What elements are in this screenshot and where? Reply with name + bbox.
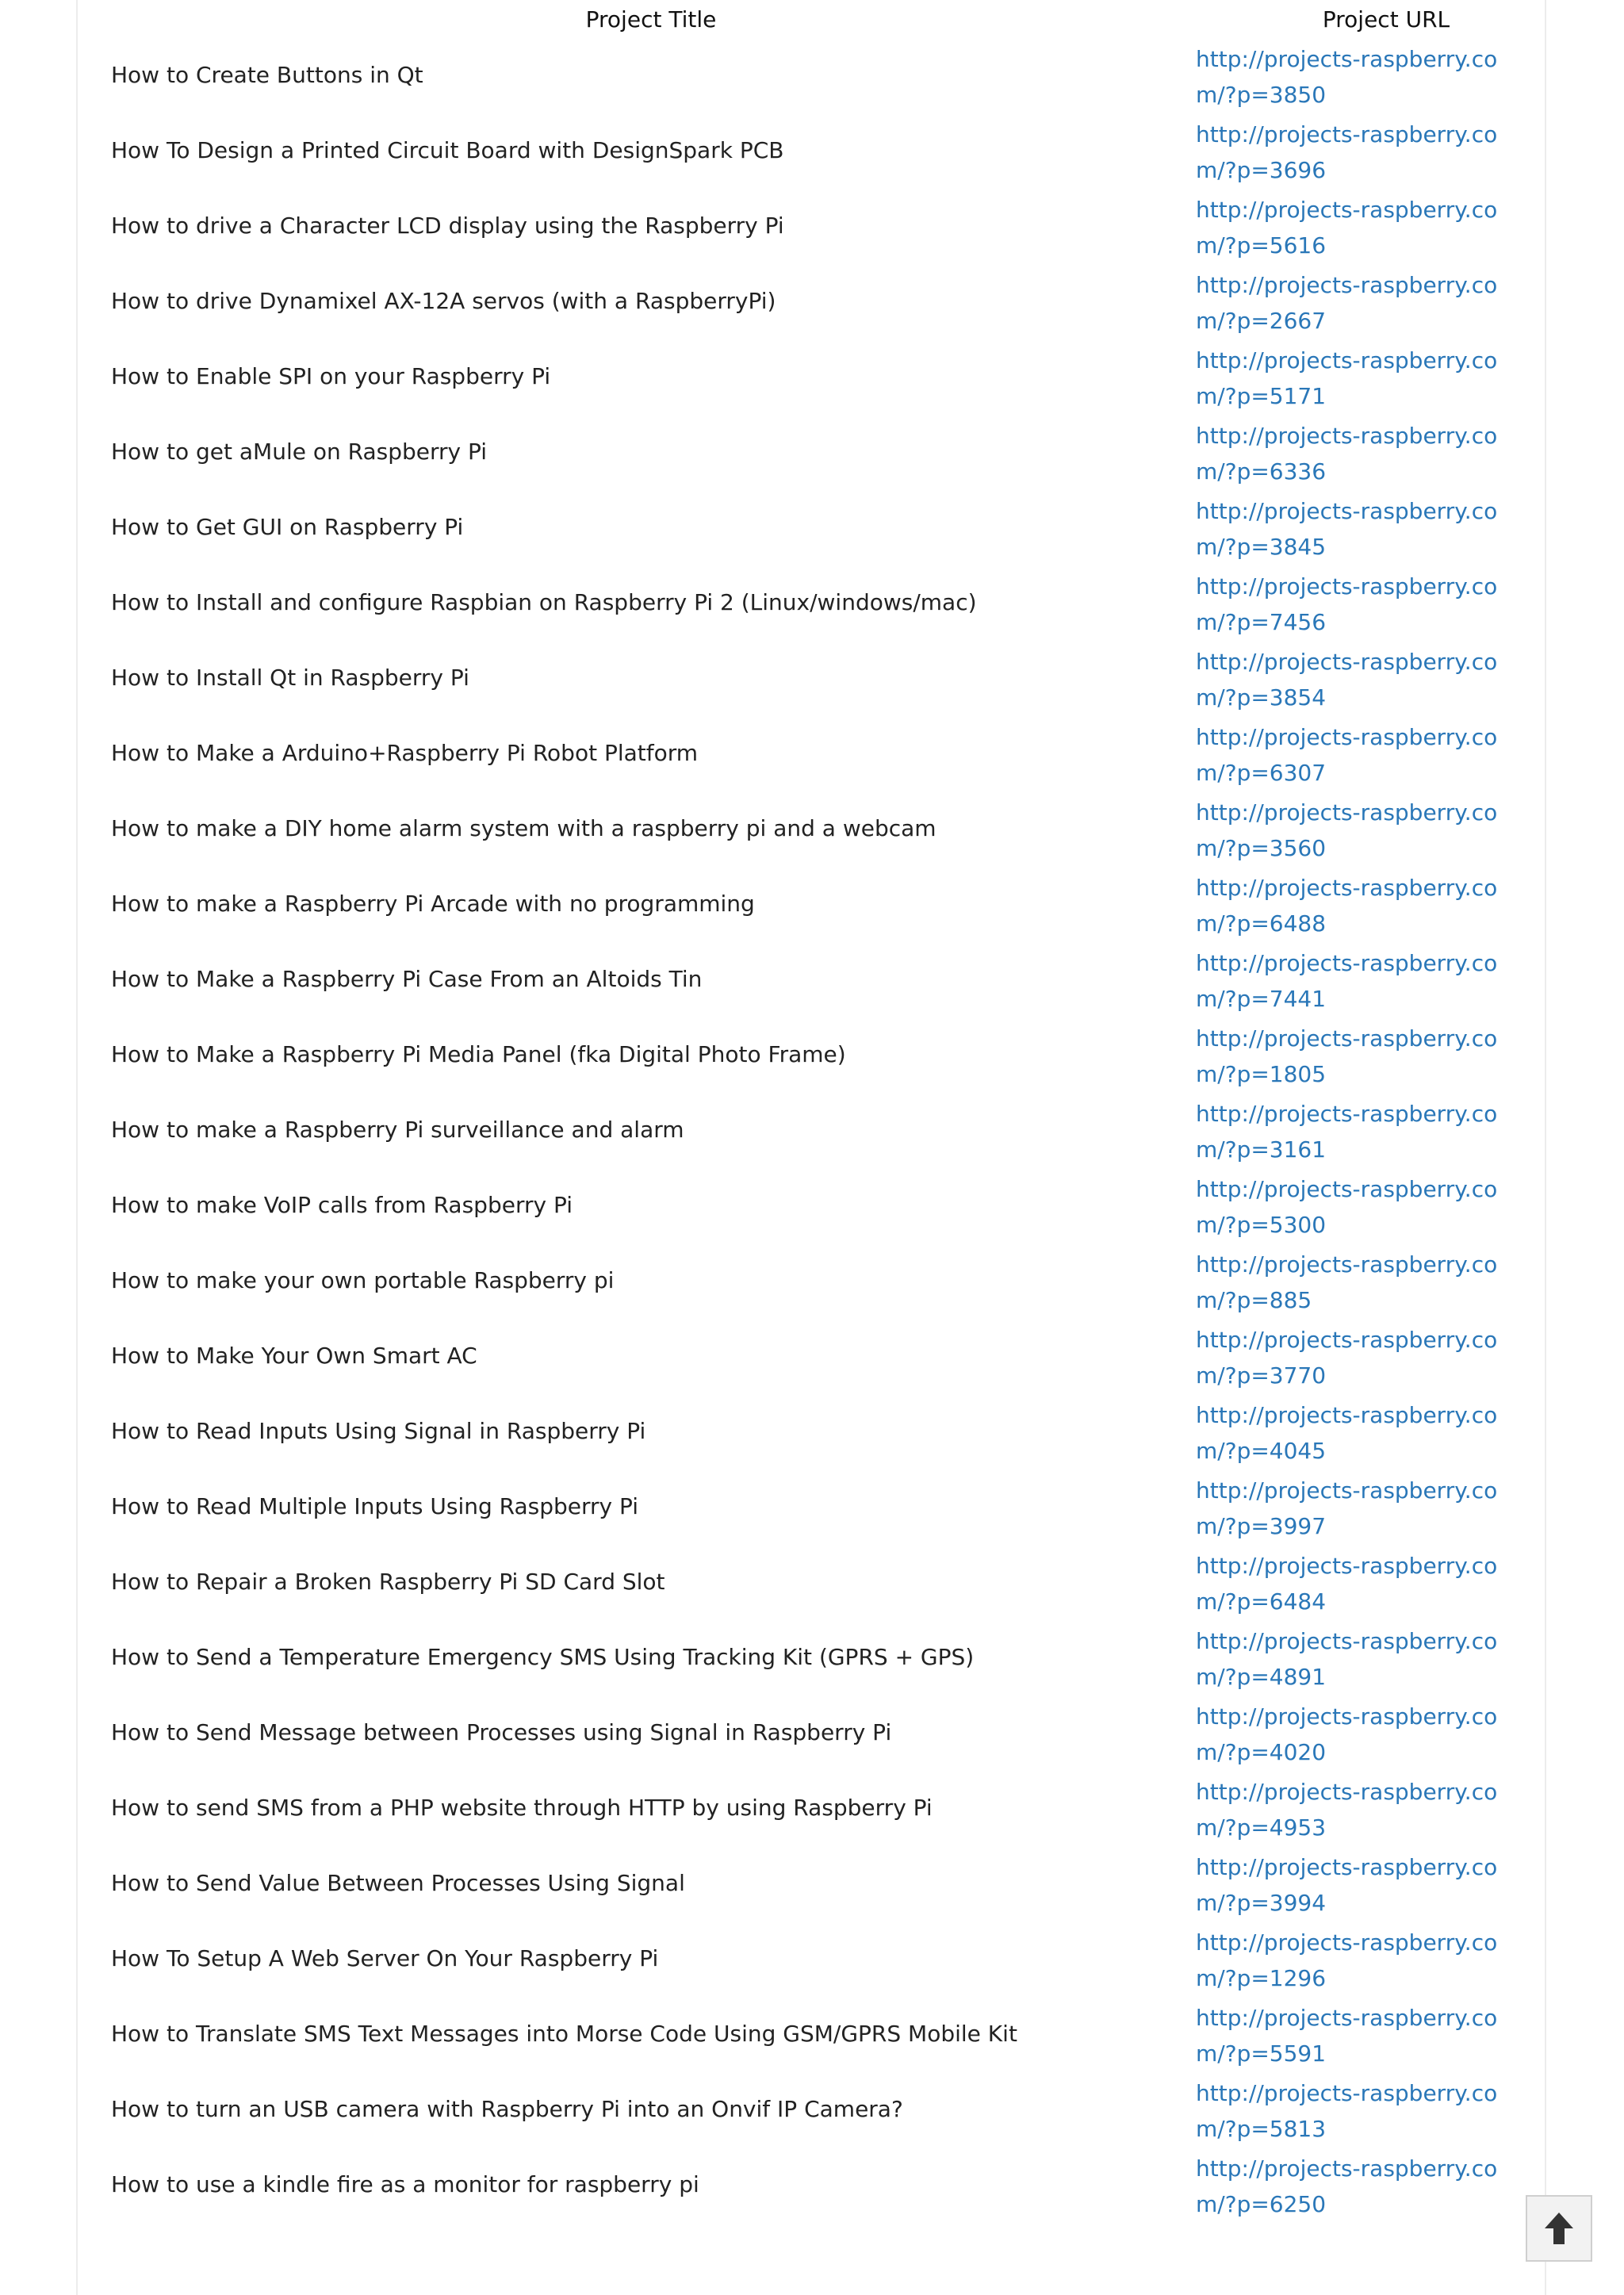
project-url-link[interactable]: http://projects-raspberry.com/?p=6336 [1196, 423, 1498, 485]
table-row [78, 267, 1545, 343]
table-row [78, 719, 1545, 795]
table-row [78, 870, 1545, 945]
project-title: How to drive a Character LCD display using the Raspberry Pi [111, 213, 784, 239]
project-url-link[interactable]: http://projects-raspberry.com/?p=3854 [1196, 649, 1498, 711]
project-url-link[interactable]: http://projects-raspberry.com/?p=4953 [1196, 1779, 1498, 1841]
project-url-link[interactable]: http://projects-raspberry.com/?p=3560 [1196, 799, 1498, 861]
project-url-link[interactable]: http://projects-raspberry.com/?p=3696 [1196, 121, 1498, 183]
project-url-link[interactable]: http://projects-raspberry.com/?p=5616 [1196, 197, 1498, 259]
project-url-link[interactable]: http://projects-raspberry.com/?p=6307 [1196, 724, 1498, 786]
table-row [78, 1397, 1545, 1473]
scroll-to-top-button[interactable] [1526, 2195, 1592, 2262]
table-row [78, 192, 1545, 267]
project-url-link[interactable]: http://projects-raspberry.com/?p=6488 [1196, 875, 1498, 937]
project-title: How to send SMS from a PHP website through HTTP by using Raspberry Pi [111, 1795, 933, 1821]
project-title: How to Translate SMS Text Messages into Morse Code Using GSM/GPRS Mobile Kit [111, 2021, 1017, 2047]
project-url-link[interactable]: http://projects-raspberry.com/?p=2667 [1196, 272, 1498, 334]
project-url-link[interactable]: http://projects-raspberry.com/?p=3994 [1196, 1854, 1498, 1916]
project-title: How to Install Qt in Raspberry Pi [111, 665, 469, 691]
project-title: How to Repair a Broken Raspberry Pi SD Card Slot [111, 1569, 665, 1595]
project-url-link[interactable]: http://projects-raspberry.com/?p=5591 [1196, 2005, 1498, 2067]
project-title: How to Install and configure Raspbian on Raspberry Pi 2 (Linux/windows/mac) [111, 589, 977, 615]
table-row [78, 1171, 1545, 1247]
table-row [78, 343, 1545, 418]
project-url-link[interactable]: http://projects-raspberry.com/?p=3997 [1196, 1477, 1498, 1539]
project-title: How to Make a Raspberry Pi Case From an Altoids Tin [111, 966, 703, 992]
table-row [78, 1247, 1545, 1322]
table-row [78, 418, 1545, 493]
project-title: How to Read Inputs Using Signal in Raspberry Pi [111, 1418, 646, 1444]
project-title: How To Setup A Web Server On Your Raspberry Pi [111, 1945, 659, 1971]
project-title: How to make your own portable Raspberry pi [111, 1267, 615, 1293]
project-url-link[interactable]: http://projects-raspberry.com/?p=3161 [1196, 1101, 1498, 1163]
project-title: How to Get GUI on Raspberry Pi [111, 514, 464, 540]
project-url-link[interactable]: http://projects-raspberry.com/?p=5171 [1196, 347, 1498, 409]
table-header [78, 0, 1545, 41]
project-title: How To Design a Printed Circuit Board with DesignSpark PCB [111, 137, 784, 163]
column-header-title: Project Title [585, 6, 717, 33]
project-url-link[interactable]: http://projects-raspberry.com/?p=4045 [1196, 1402, 1498, 1464]
project-title: How to make VoIP calls from Raspberry Pi [111, 1192, 573, 1218]
project-url-link[interactable]: http://projects-raspberry.com/?p=885 [1196, 1251, 1498, 1313]
column-header-url: Project URL [1322, 6, 1450, 33]
project-url-link[interactable]: http://projects-raspberry.com/?p=7456 [1196, 573, 1498, 635]
table-row [78, 795, 1545, 870]
project-title: How to Make a Raspberry Pi Media Panel (fka Digital Photo Frame) [111, 1041, 846, 1067]
project-title: How to drive Dynamixel AX-12A servos (with a RaspberryPi) [111, 288, 776, 314]
project-url-link[interactable]: http://projects-raspberry.com/?p=5300 [1196, 1176, 1498, 1238]
project-title: How to Make Your Own Smart AC [111, 1343, 477, 1369]
table-row [78, 2075, 1545, 2151]
table-row [78, 1774, 1545, 1849]
table-row [78, 493, 1545, 569]
project-title: How to make a Raspberry Pi Arcade with no programming [111, 891, 755, 917]
table-row [78, 1925, 1545, 2000]
content-panel [76, 0, 1546, 2295]
project-url-link[interactable]: http://projects-raspberry.com/?p=6484 [1196, 1553, 1498, 1615]
project-title: How to turn an USB camera with Raspberry Pi into an Onvif IP Camera? [111, 2096, 903, 2122]
project-title: How to Read Multiple Inputs Using Raspberry Pi [111, 1493, 639, 1519]
table-row [78, 41, 1545, 117]
project-url-link[interactable]: http://projects-raspberry.com/?p=5813 [1196, 2080, 1498, 2142]
table-row [78, 1473, 1545, 1548]
project-url-link[interactable]: http://projects-raspberry.com/?p=7441 [1196, 950, 1498, 1012]
project-title: How to make a DIY home alarm system with a raspberry pi and a webcam [111, 815, 936, 841]
project-url-link[interactable]: http://projects-raspberry.com/?p=6250 [1196, 2155, 1498, 2217]
project-title: How to Send Value Between Processes Using Signal [111, 1870, 685, 1896]
project-title: How to get aMule on Raspberry Pi [111, 439, 488, 465]
project-title: How to Send a Temperature Emergency SMS Using Tracking Kit (GPRS + GPS) [111, 1644, 975, 1670]
table-row [78, 1548, 1545, 1623]
project-url-link[interactable]: http://projects-raspberry.com/?p=3770 [1196, 1327, 1498, 1389]
table-row [78, 1096, 1545, 1171]
project-url-link[interactable]: http://projects-raspberry.com/?p=1296 [1196, 1929, 1498, 1991]
table-row [78, 1021, 1545, 1096]
project-url-link[interactable]: http://projects-raspberry.com/?p=3850 [1196, 46, 1498, 108]
project-title: How to Send Message between Processes using Signal in Raspberry Pi [111, 1719, 892, 1745]
table-row [78, 1623, 1545, 1699]
project-title: How to Create Buttons in Qt [111, 62, 423, 88]
project-url-link[interactable]: http://projects-raspberry.com/?p=4020 [1196, 1703, 1498, 1765]
table-row [78, 1322, 1545, 1397]
table-row [78, 1699, 1545, 1774]
project-url-link[interactable]: http://projects-raspberry.com/?p=1805 [1196, 1025, 1498, 1087]
project-title: How to use a kindle fire as a monitor for raspberry pi [111, 2171, 699, 2197]
table-row [78, 2000, 1545, 2075]
arrow-up-icon [1543, 2211, 1575, 2246]
table-row [78, 2151, 1545, 2226]
project-url-link[interactable]: http://projects-raspberry.com/?p=4891 [1196, 1628, 1498, 1690]
project-title: How to make a Raspberry Pi surveillance and alarm [111, 1117, 684, 1143]
project-title: How to Enable SPI on your Raspberry Pi [111, 363, 551, 389]
table-row [78, 1849, 1545, 1925]
project-url-link[interactable]: http://projects-raspberry.com/?p=3845 [1196, 498, 1498, 560]
table-row [78, 644, 1545, 719]
table-row [78, 945, 1545, 1021]
project-title: How to Make a Arduino+Raspberry Pi Robot Platform [111, 740, 699, 766]
table-row [78, 117, 1545, 192]
table-row [78, 569, 1545, 644]
table-body [78, 41, 1545, 2226]
